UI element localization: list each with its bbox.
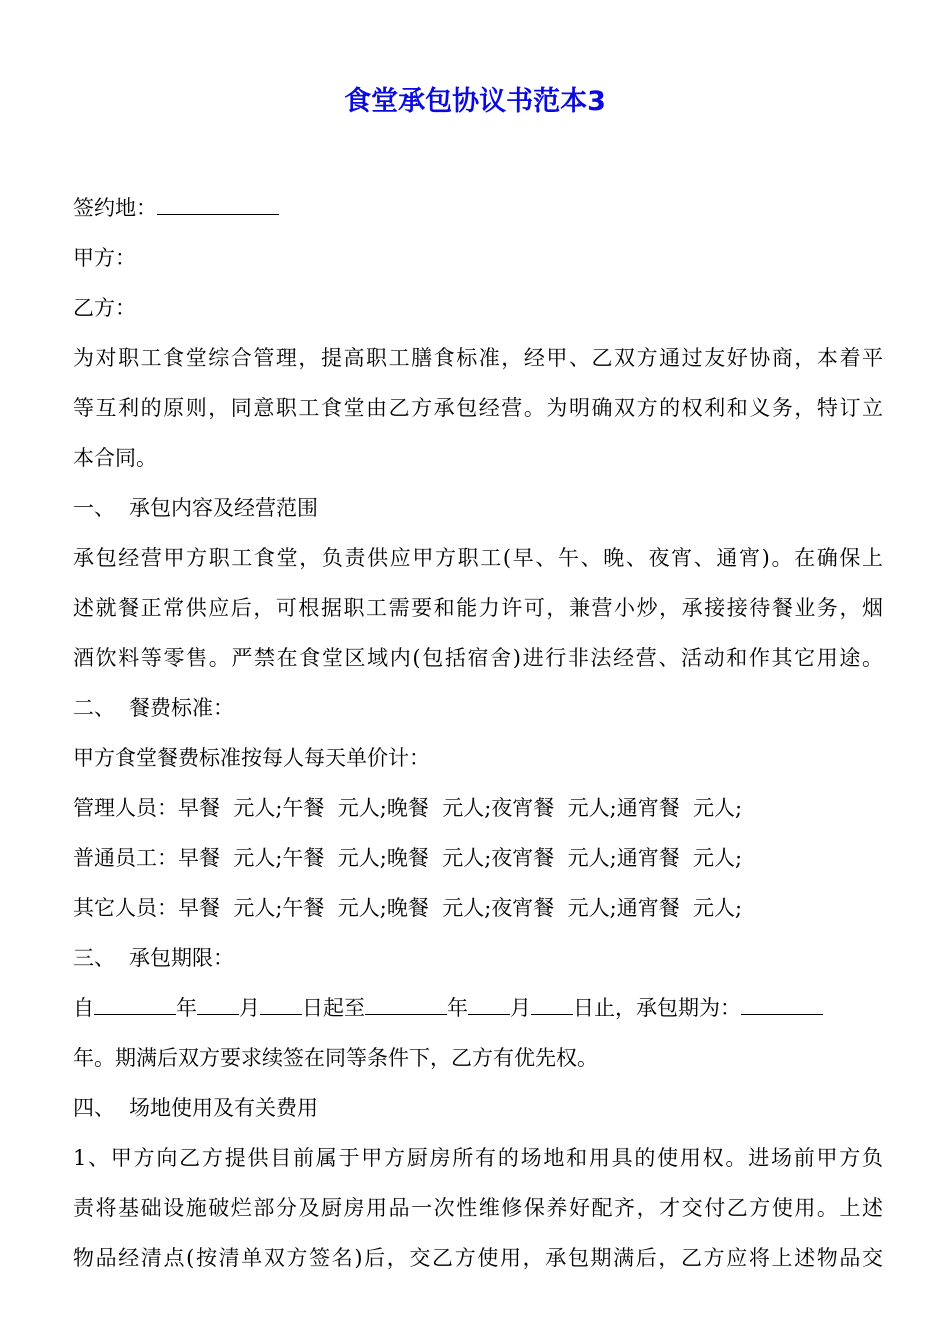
section-number: 四、 — [73, 1096, 115, 1120]
term-text: 年 — [447, 996, 468, 1020]
preamble-line: 本合同。 — [73, 446, 157, 470]
section-text-line: 1、甲方向乙方提供目前属于甲方厨房所有的场地和用具的使用权。进场前甲方负 — [73, 1146, 883, 1170]
section-heading — [73, 483, 883, 533]
fee-row: 普通员工：早餐 元人;午餐 元人;晚餐 元人;夜宵餐 元人;通宵餐 元人; — [73, 846, 743, 870]
section-number: 三、 — [73, 946, 115, 970]
term-blank — [94, 988, 176, 1015]
term-text: 月 — [510, 996, 531, 1020]
term-text: 日起至 — [302, 996, 365, 1020]
section-text-line: 责将基础设施破烂部分及厨房用品一次性维修保养好配齐，才交付乙方使用。上述 — [73, 1196, 883, 1220]
term-blank — [468, 988, 510, 1015]
term-blank — [197, 988, 239, 1015]
section-heading — [73, 683, 883, 733]
fee-row: 管理人员：早餐 元人;午餐 元人;晚餐 元人;夜宵餐 元人;通宵餐 元人; — [73, 796, 743, 820]
term-text: 年 — [176, 996, 197, 1020]
section-text-line: 物品经清点(按清单双方签名)后，交乙方使用，承包期满后，乙方应将上述物品交 — [73, 1246, 883, 1270]
document-body — [73, 183, 883, 1283]
party-b-label: 乙方： — [73, 296, 136, 320]
term-blank — [365, 988, 447, 1015]
section-title: 承包内容及经营范围 — [129, 496, 318, 520]
term-line — [73, 983, 883, 1033]
term-blank — [260, 988, 302, 1015]
term-continuation: 年。期满后双方要求续签在同等条件下，乙方有优先权。 — [73, 1046, 598, 1070]
section-text-line: 承包经营甲方职工食堂，负责供应甲方职工(早、午、晚、夜宵、通宵)。在确保上 — [73, 546, 883, 570]
fee-row: 其它人员：早餐 元人;午餐 元人;晚餐 元人;夜宵餐 元人;通宵餐 元人; — [73, 896, 743, 920]
section-number: 一、 — [73, 496, 115, 520]
section-heading — [73, 933, 883, 983]
term-text: 自 — [73, 996, 94, 1020]
term-text: 日止，承包期为： — [573, 996, 741, 1020]
term-blank — [531, 988, 573, 1015]
party-a-label: 甲方： — [73, 246, 136, 270]
preamble-line: 等互利的原则，同意职工食堂由乙方承包经营。为明确双方的权利和义务，特订立 — [73, 396, 883, 420]
term-blank — [741, 988, 823, 1015]
signing-place-label: 签约地： — [73, 196, 157, 220]
preamble-line: 为对职工食堂综合管理，提高职工膳食标准，经甲、乙双方通过友好协商，本着平 — [73, 346, 883, 370]
section-heading — [73, 1083, 883, 1133]
document-title: 食堂承包协议书范本3 — [344, 86, 606, 117]
section-title: 场地使用及有关费用 — [129, 1096, 318, 1120]
term-text: 月 — [239, 996, 260, 1020]
fee-intro: 甲方食堂餐费标准按每人每天单价计： — [73, 746, 430, 770]
section-title: 承包期限： — [129, 946, 234, 970]
signing-place-line — [73, 183, 883, 233]
section-text-line: 酒饮料等零售。严禁在食堂区域内(包括宿舍)进行非法经营、活动和作其它用途。 — [73, 646, 883, 670]
signing-place-blank — [157, 188, 279, 215]
section-number: 二、 — [73, 696, 115, 720]
section-text-line: 述就餐正常供应后，可根据职工需要和能力许可，兼营小炒，承接接待餐业务，烟 — [73, 596, 883, 620]
section-title: 餐费标准： — [129, 696, 234, 720]
